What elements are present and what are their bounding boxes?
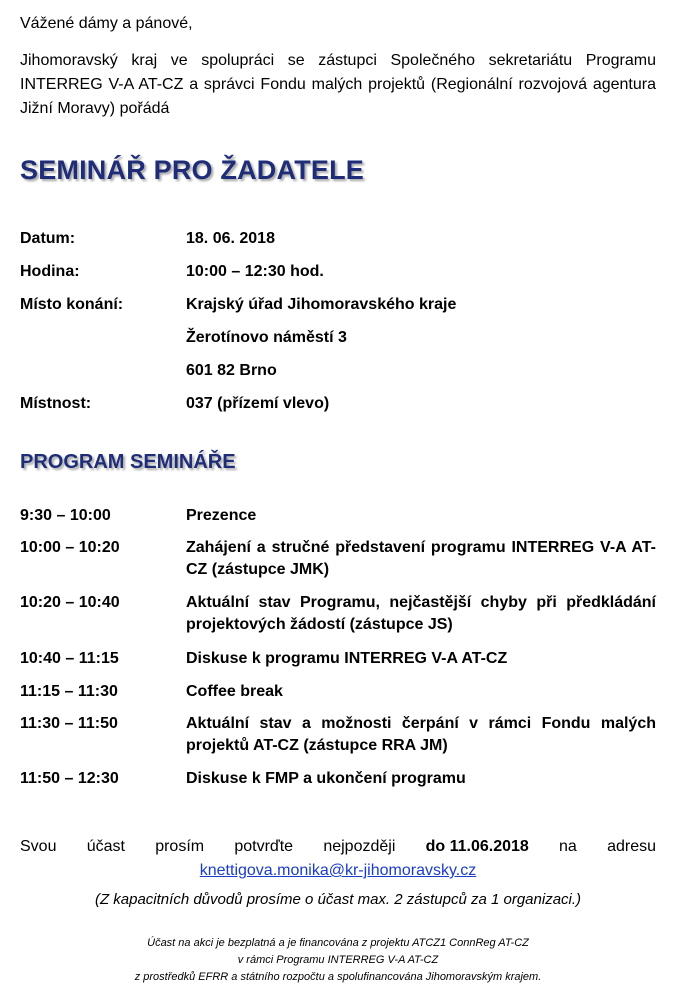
detail-label: Místo konání:	[20, 296, 124, 313]
intro-paragraph: Jihomoravský kraj ve spolupráci se zástupci Společného sekretariátu Programu INTERREG V-A AT-CZ a správci Fondu malých projektů (Regionální rozvojová agentura Jižní Moravy) pořádá	[20, 52, 656, 117]
confirm-word: adresu	[607, 838, 656, 855]
confirm-word: Svou	[20, 838, 57, 855]
detail-label: Místnost:	[20, 395, 92, 412]
confirm-word: nejpozději	[323, 838, 396, 855]
detail-value: 10:00 – 12:30 hod.	[186, 263, 324, 280]
detail-row-time	[20, 261, 656, 294]
program-item	[20, 505, 656, 537]
detail-row-room	[20, 393, 656, 426]
confirm-deadline: do 11.06.2018	[425, 838, 529, 855]
program-desc: Aktuální stav Programu, nejčastější chyby při předkládání projektových žádostí (zástupce JS)	[186, 594, 656, 633]
footer-line: Účast na akci je bezplatná a je financována z projektu ATCZ1 ConnReg AT-CZ	[147, 937, 529, 949]
detail-value: 18. 06. 2018	[186, 230, 275, 247]
email-link[interactable]: knettigova.monika@kr-jihomoravsky.cz	[199, 862, 477, 879]
detail-row-venue	[20, 294, 656, 327]
seminar-title: SEMINÁŘ PRO ŽADATELE	[20, 155, 365, 185]
detail-value: Krajský úřad Jihomoravského kraje	[186, 296, 457, 313]
detail-value: 601 82 Brno	[186, 362, 277, 379]
program-time: 11:50 – 12:30	[20, 770, 119, 787]
salutation: Vážené dámy a pánové,	[20, 15, 193, 32]
event-details	[20, 228, 656, 426]
program-item	[20, 681, 656, 713]
program-item	[20, 768, 656, 798]
program-time: 11:15 – 11:30	[20, 683, 118, 700]
footer-line: v rámci Programu INTERREG V-A AT-CZ	[237, 954, 439, 966]
program-item	[20, 592, 656, 648]
program-title: PROGRAM SEMINÁŘE	[20, 451, 236, 473]
program-desc: Diskuse k FMP a ukončení programu	[186, 770, 466, 787]
program-desc: Diskuse k programu INTERREG V-A AT-CZ	[186, 650, 508, 667]
program-item	[20, 648, 656, 681]
footer-line: z prostředků EFRR a státního rozpočtu a spolufinancována Jihomoravským krajem.	[134, 971, 542, 983]
funding-footer	[20, 935, 656, 986]
detail-row-date	[20, 228, 656, 261]
detail-label: Hodina:	[20, 263, 80, 280]
program-time: 10:40 – 11:15	[20, 650, 119, 667]
confirm-word: účast	[86, 838, 125, 855]
program-time: 11:30 – 11:50	[20, 715, 118, 732]
program-time: 10:20 – 10:40	[20, 594, 120, 611]
program-time: 9:30 – 10:00	[20, 507, 111, 524]
capacity-note: (Z kapacitních důvodů prosíme o účast max. 2 zástupců za 1 organizaci.)	[94, 891, 582, 908]
confirm-word: na	[559, 838, 577, 855]
program-desc: Coffee break	[186, 683, 283, 700]
detail-label: Datum:	[20, 230, 76, 247]
detail-row-city	[20, 360, 656, 393]
program-item	[20, 537, 656, 592]
email-line	[20, 860, 656, 882]
confirmation-line	[20, 836, 656, 858]
detail-value: Žerotínovo náměstí 3	[186, 329, 347, 346]
program-item	[20, 713, 656, 768]
program-desc: Prezence	[186, 507, 257, 524]
program-time: 10:00 – 10:20	[20, 539, 120, 556]
confirm-word: prosím	[155, 838, 205, 855]
confirmation-request	[20, 836, 656, 882]
program-schedule	[20, 505, 656, 798]
detail-row-street	[20, 327, 656, 360]
detail-value: 037 (přízemí vlevo)	[186, 395, 330, 412]
program-desc: Aktuální stav a možnosti čerpání v rámci Fondu malých projektů AT-CZ (zástupce RRA JM)	[186, 715, 656, 754]
confirm-word: potvrďte	[234, 838, 294, 855]
program-desc: Zahájení a stručné představení programu INTERREG V-A AT-CZ (zástupce JMK)	[186, 539, 656, 578]
